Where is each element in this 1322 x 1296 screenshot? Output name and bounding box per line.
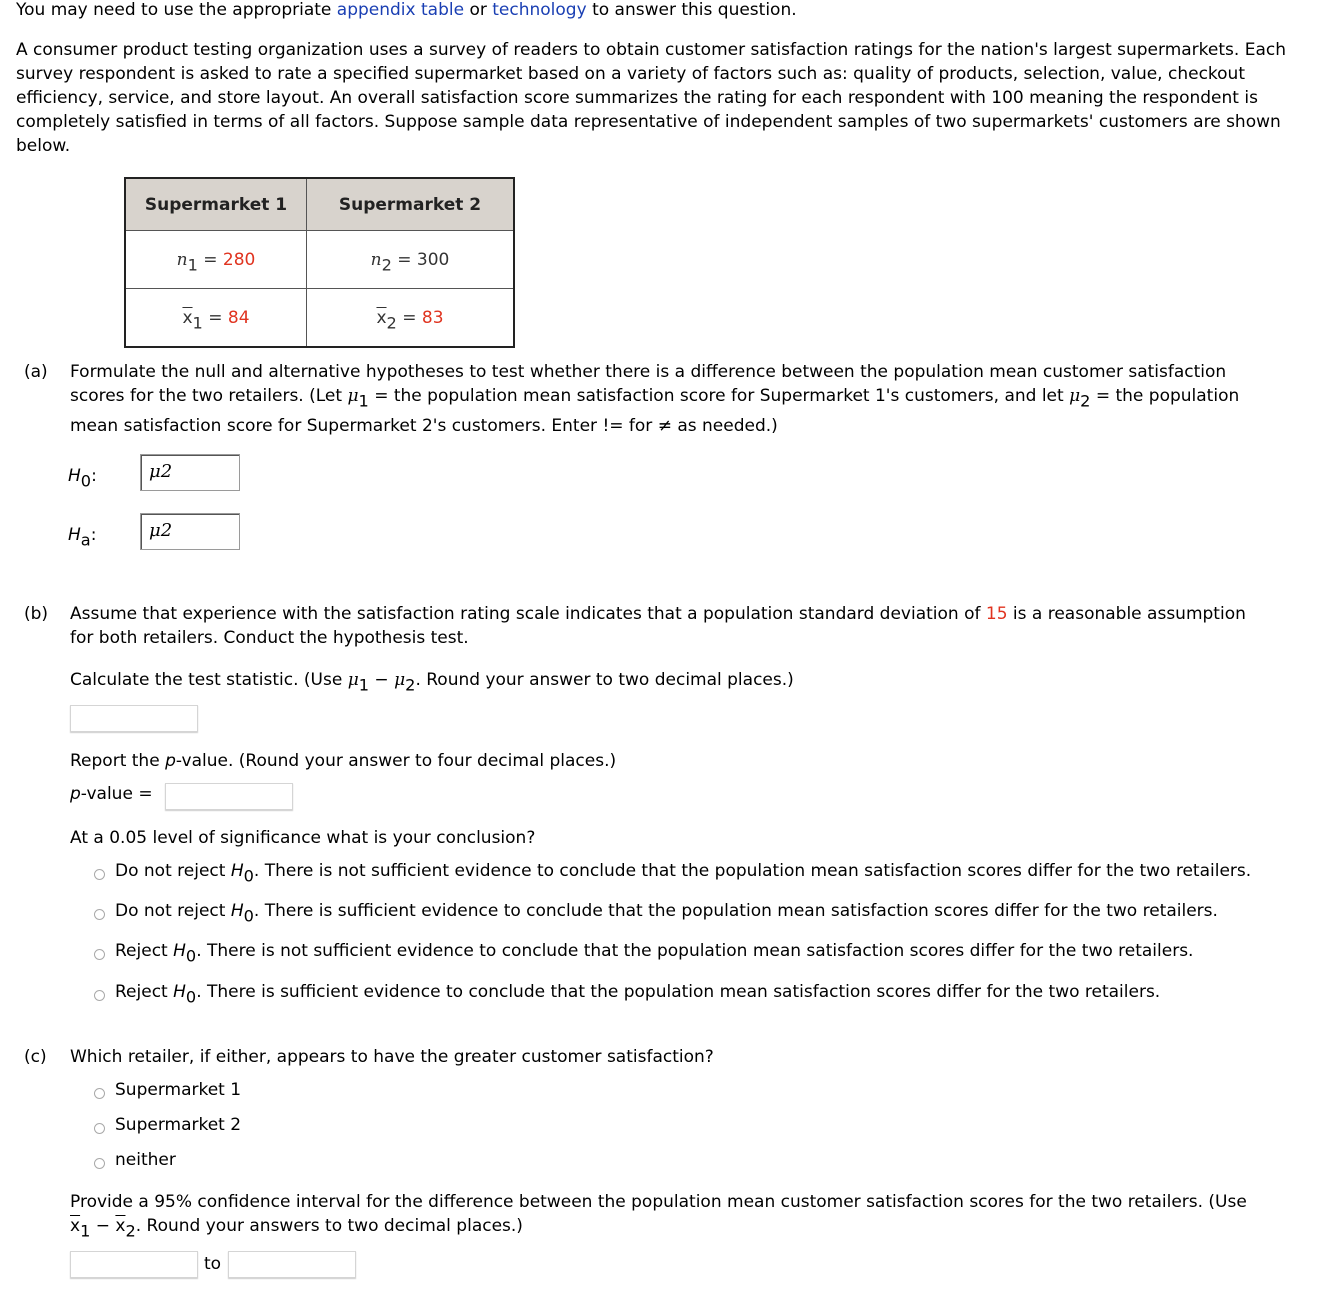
conclusion-question: At a 0.05 level of significance what is your conclusion? bbox=[70, 828, 536, 848]
conclusion-option-1[interactable]: Do not reject $H_0$. There is not sufficient evidence to conclude that the population mean satisfaction scores differ for the two retailers. bbox=[115, 861, 1252, 886]
x2-cell: $\overline{x}_2 = 83$ bbox=[307, 289, 515, 348]
pvalue-question: Report the p-value. (Round your answer to four decimal places.) bbox=[70, 751, 617, 771]
conclusion-option-4[interactable]: Reject $H_0$. There is sufficient evidence to conclude that the population mean satisfaction scores differ for the two retailers. bbox=[115, 982, 1161, 1007]
ha-input[interactable]: μ2 bbox=[140, 513, 240, 550]
appendix-table-link[interactable]: appendix table bbox=[336, 0, 465, 20]
technology-link[interactable]: technology bbox=[492, 0, 587, 20]
part-a-label: (a) bbox=[24, 362, 48, 382]
ci-to-label: to bbox=[204, 1254, 222, 1274]
x1-cell: $\overline{x}_1 = 84$ bbox=[125, 289, 307, 348]
conclusion-radio-1[interactable] bbox=[94, 869, 105, 880]
retailer-option-3[interactable]: neither bbox=[115, 1150, 176, 1170]
header-supermarket-1: Supermarket 1 bbox=[125, 178, 307, 231]
part-a-line2: scores for the two retailers. (Let $\mu_1$ = the population mean satisfaction score for Supermarket 1's customers, and let $\mu_2$ = the population bbox=[70, 386, 1240, 411]
conclusion-radio-4[interactable] bbox=[94, 990, 105, 1001]
x2-value: 83 bbox=[421, 307, 444, 328]
intro-line: You may need to use the appropriate appendix table or technology to answer this question. bbox=[16, 0, 797, 20]
retailer-radio-2[interactable] bbox=[94, 1123, 105, 1134]
test-stat-question: Calculate the test statistic. (Use $\mu_1 - \mu_2$. Round your answer to two decimal places.) bbox=[70, 670, 794, 695]
conclusion-radio-3[interactable] bbox=[94, 949, 105, 960]
header-supermarket-2: Supermarket 2 bbox=[307, 178, 515, 231]
pvalue-input[interactable] bbox=[165, 783, 293, 810]
h0-input[interactable]: μ2 bbox=[140, 454, 240, 491]
n1-cell: $n_1 = 280$ bbox=[125, 231, 307, 289]
sigma-value: 15 bbox=[985, 604, 1008, 624]
retailer-option-2[interactable]: Supermarket 2 bbox=[115, 1115, 242, 1135]
part-a-line3: mean satisfaction score for Supermarket 2's customers. Enter != for ≠ as needed.) bbox=[70, 416, 778, 436]
n1-value: 280 bbox=[222, 249, 256, 270]
part-c-question: Which retailer, if either, appears to have the greater customer satisfaction? bbox=[70, 1047, 714, 1067]
conclusion-option-2[interactable]: Do not reject $H_0$. There is sufficient evidence to conclude that the population mean satisfaction scores differ for the two retailers. bbox=[115, 901, 1218, 926]
part-a-line1: Formulate the null and alternative hypotheses to test whether there is a difference between the population mean customer satisfaction bbox=[70, 362, 1227, 382]
conclusion-radio-2[interactable] bbox=[94, 909, 105, 920]
test-stat-input[interactable] bbox=[70, 705, 198, 732]
retailer-radio-1[interactable] bbox=[94, 1088, 105, 1099]
ci-upper-input[interactable] bbox=[228, 1251, 356, 1278]
conclusion-option-3[interactable]: Reject $H_0$. There is not sufficient evidence to conclude that the population mean satisfaction scores differ for the two retailers. bbox=[115, 941, 1194, 966]
part-b-line1: Assume that experience with the satisfaction rating scale indicates that a population standard deviation of 15 is a reasonable assumption bbox=[70, 604, 1246, 624]
part-c-label: (c) bbox=[24, 1047, 47, 1067]
retailer-option-1[interactable]: Supermarket 1 bbox=[115, 1080, 242, 1100]
pvalue-label: p-value = bbox=[70, 784, 153, 804]
part-b-line2: for both retailers. Conduct the hypothesis test. bbox=[70, 628, 469, 648]
x1-value: 84 bbox=[227, 307, 250, 328]
ci-lower-input[interactable] bbox=[70, 1251, 198, 1278]
problem-text: A consumer product testing organization uses a survey of readers to obtain customer satisfaction ratings for the nation's largest supermarkets. Each survey respondent is asked to rate a specified supermarket based on a variety of factors such as: quality of products, selection, value, checkout efficiency, service, and store layout. An overall satisfaction score summarizes the rating for each respondent with 100 meaning the respondent is completely satisfied in terms of all factors. Suppose sample data representative of independent samples of two supermarkets' customers are shown below. bbox=[16, 40, 1286, 156]
retailer-radio-3[interactable] bbox=[94, 1158, 105, 1169]
ha-label: $H_a$: bbox=[68, 525, 97, 550]
part-b-label: (b) bbox=[24, 604, 49, 624]
ci-question-line1: Provide a 95% confidence interval for the difference between the population mean customer satisfaction scores for the two retailers. (Use bbox=[70, 1192, 1247, 1212]
h0-label: $H_0$: bbox=[68, 466, 97, 491]
data-table bbox=[124, 177, 515, 348]
n2-cell: $n_2 = 300$ bbox=[307, 231, 515, 289]
n2-value: 300 bbox=[416, 249, 450, 270]
ci-question-line2: $\overline{x}_1 - \overline{x}_2$. Round your answers to two decimal places.) bbox=[70, 1216, 523, 1241]
